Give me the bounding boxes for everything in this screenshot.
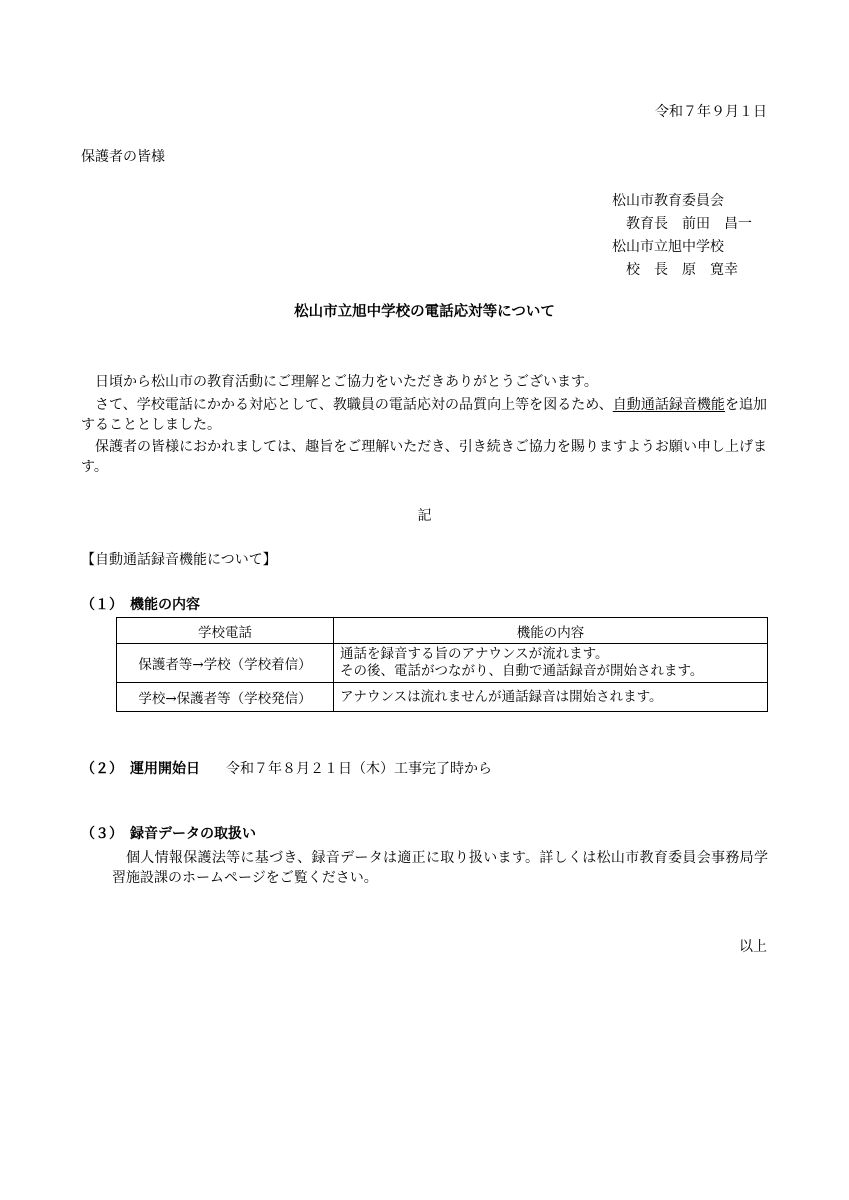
document-title: 松山市立旭中学校の電話応対等について bbox=[294, 304, 555, 320]
table-cell: 学校→保護者等（学校発信） bbox=[117, 683, 334, 712]
table-cell-line: 通話を録音する旨のアナウンスが流れます。 bbox=[340, 646, 609, 662]
recipient: 保護者の皆様 bbox=[81, 149, 165, 165]
item3-text: 個人情報保護法等に基づき、録音データは適正に取り扱います。詳しくは松山市教育委員会事務局学習施設課のホームページをご覧ください。 bbox=[112, 850, 768, 886]
auto-recording-function-text: 自動通話録音機能 bbox=[612, 397, 725, 413]
item2-text: 令和７年８月２１日（木）工事完了時から bbox=[226, 761, 492, 777]
table-cell: アナウンスは流れませんが通話録音は開始されます。 bbox=[334, 683, 768, 712]
body-paragraph-2-post: を追加することとしました。 bbox=[81, 397, 768, 433]
ki-marker: 記 bbox=[417, 508, 432, 524]
section-title: 【自動通話録音機能について】 bbox=[81, 552, 277, 568]
body-paragraph-1: 日頃から松山市の教育活動にご理解とご協力をいただきありがとうございます。 bbox=[95, 374, 598, 390]
item3-heading: （３） 録音データの取扱い bbox=[81, 826, 256, 842]
closing: 以上 bbox=[739, 939, 767, 955]
table-header-cell: 機能の内容 bbox=[334, 618, 768, 644]
table-cell bbox=[334, 644, 768, 683]
date: 令和７年９月１日 bbox=[655, 104, 767, 120]
table-cell: 保護者等→学校（学校着信） bbox=[117, 644, 334, 683]
body-paragraph-2 bbox=[81, 395, 767, 435]
item1-heading: （１） 機能の内容 bbox=[81, 597, 200, 613]
table-row bbox=[117, 644, 768, 683]
item2-heading: （２） 運用開始日 bbox=[81, 761, 200, 777]
sender-principal: 校 長 原 寛幸 bbox=[626, 262, 738, 278]
body-paragraph-3: 保護者の皆様におかれましては、趣旨をご理解いただき、引き続きご協力を賜りますようお願い申し上げます。 bbox=[81, 439, 767, 475]
sender-board: 松山市教育委員会 bbox=[612, 193, 724, 209]
table-header-row bbox=[117, 618, 768, 644]
table-row bbox=[117, 683, 768, 712]
table-cell-line: その後、電話がつながり、自動で通話録音が開始されます。 bbox=[340, 663, 704, 679]
body-paragraph-2-pre: さて、学校電話にかかる対応として、教職員の電話応対の品質向上等を図るため、 bbox=[95, 397, 613, 413]
sender-school: 松山市立旭中学校 bbox=[612, 239, 724, 255]
sender-superintendent: 教育長 前田 昌一 bbox=[626, 216, 752, 232]
function-table bbox=[116, 617, 768, 712]
table-header-cell: 学校電話 bbox=[117, 618, 334, 644]
